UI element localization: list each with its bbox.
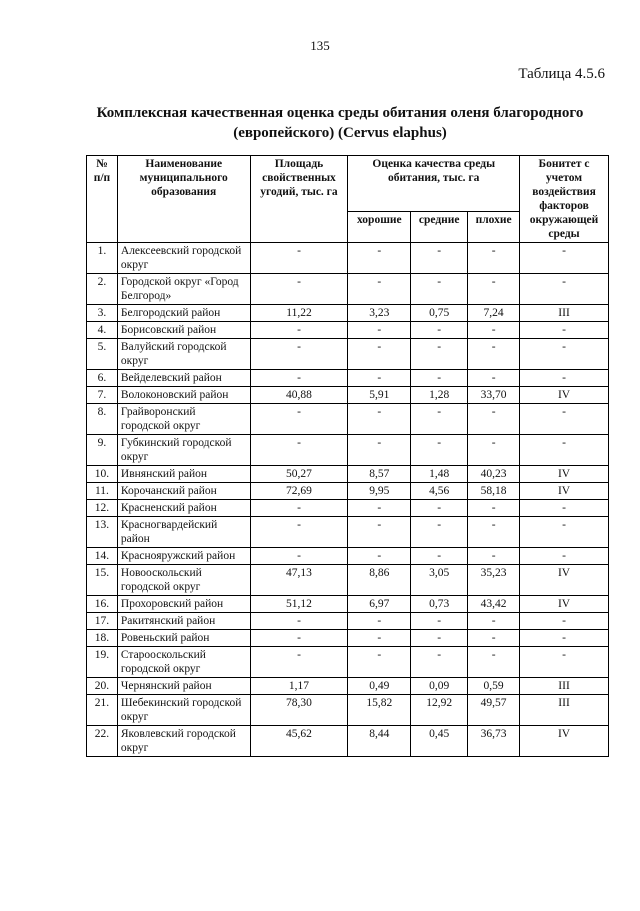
page-number: 135 — [310, 38, 330, 53]
header-quality: Оценка качества среды обитания, тыс. га — [348, 156, 520, 212]
table-row — [87, 483, 609, 500]
row-good: 8,86 — [348, 565, 411, 596]
row-good: 5,91 — [348, 387, 411, 404]
row-bad: 49,57 — [468, 695, 520, 726]
row-medium: 0,73 — [411, 596, 468, 613]
row-name: Грайворонский городской округ — [117, 404, 250, 435]
row-good: - — [348, 517, 411, 548]
row-bonitet: - — [520, 322, 609, 339]
row-good: - — [348, 630, 411, 647]
row-bad: 43,42 — [468, 596, 520, 613]
row-name: Красненский район — [117, 500, 250, 517]
row-num: 3. — [87, 305, 118, 322]
row-bonitet: IV — [520, 596, 609, 613]
row-area: - — [250, 613, 348, 630]
row-medium: 12,92 — [411, 695, 468, 726]
row-name: Белгородский район — [117, 305, 250, 322]
row-num: 16. — [87, 596, 118, 613]
row-area: - — [250, 274, 348, 305]
row-bad: - — [468, 404, 520, 435]
table-body — [87, 243, 609, 757]
row-name: Корочанский район — [117, 483, 250, 500]
header-good: хорошие — [348, 212, 411, 243]
row-area: - — [250, 339, 348, 370]
row-name: Прохоровский район — [117, 596, 250, 613]
row-medium: - — [411, 404, 468, 435]
row-num: 20. — [87, 678, 118, 695]
row-area: - — [250, 243, 348, 274]
row-bonitet: III — [520, 695, 609, 726]
row-good: 6,97 — [348, 596, 411, 613]
row-bad: 58,18 — [468, 483, 520, 500]
row-num: 14. — [87, 548, 118, 565]
header-area: Площадь свойственных угодий, тыс. га — [250, 156, 348, 243]
table-row — [87, 548, 609, 565]
row-bad: - — [468, 500, 520, 517]
row-medium: 0,09 — [411, 678, 468, 695]
row-num: 10. — [87, 466, 118, 483]
row-medium: - — [411, 274, 468, 305]
table-header — [87, 156, 609, 243]
row-num: 21. — [87, 695, 118, 726]
row-name: Ракитянский район — [117, 613, 250, 630]
row-medium: - — [411, 339, 468, 370]
row-num: 18. — [87, 630, 118, 647]
row-num: 22. — [87, 726, 118, 757]
row-bonitet: III — [520, 678, 609, 695]
row-bonitet: - — [520, 647, 609, 678]
row-name: Яковлевский городской округ — [117, 726, 250, 757]
row-area: - — [250, 548, 348, 565]
row-bad: 0,59 — [468, 678, 520, 695]
row-area: - — [250, 500, 348, 517]
header-medium: средние — [411, 212, 468, 243]
row-good: - — [348, 243, 411, 274]
row-medium: 0,75 — [411, 305, 468, 322]
row-good: - — [348, 548, 411, 565]
row-bad: - — [468, 517, 520, 548]
row-medium: - — [411, 370, 468, 387]
table-title: Комплексная качественная оценка среды обитания оленя благородного (европейского) (Cervus elaphus) — [96, 105, 584, 141]
row-name: Борисовский район — [117, 322, 250, 339]
row-good: 15,82 — [348, 695, 411, 726]
row-good: - — [348, 322, 411, 339]
table-row — [87, 565, 609, 596]
row-bad: 40,23 — [468, 466, 520, 483]
row-area: 51,12 — [250, 596, 348, 613]
row-num: 5. — [87, 339, 118, 370]
row-bonitet: - — [520, 548, 609, 565]
table-row — [87, 322, 609, 339]
row-num: 8. — [87, 404, 118, 435]
row-bonitet: - — [520, 517, 609, 548]
row-num: 13. — [87, 517, 118, 548]
row-bonitet: - — [520, 404, 609, 435]
row-num: 17. — [87, 613, 118, 630]
row-bad: - — [468, 339, 520, 370]
row-bad: - — [468, 647, 520, 678]
row-name: Шебекинский городской округ — [117, 695, 250, 726]
row-good: - — [348, 613, 411, 630]
table-row — [87, 695, 609, 726]
row-bonitet: IV — [520, 726, 609, 757]
row-name: Красногвардейский район — [117, 517, 250, 548]
table-row — [87, 678, 609, 695]
row-medium: - — [411, 630, 468, 647]
row-name: Новооскольский городской округ — [117, 565, 250, 596]
row-num: 19. — [87, 647, 118, 678]
row-name: Городской округ «Город Белгород» — [117, 274, 250, 305]
row-name: Губкинский городской округ — [117, 435, 250, 466]
row-area: 40,88 — [250, 387, 348, 404]
row-bonitet: IV — [520, 466, 609, 483]
table-row — [87, 596, 609, 613]
row-good: - — [348, 370, 411, 387]
row-bonitet: - — [520, 500, 609, 517]
row-area: - — [250, 630, 348, 647]
row-good: 8,57 — [348, 466, 411, 483]
row-name: Краснояружский район — [117, 548, 250, 565]
header-num: № п/п — [87, 156, 118, 243]
row-area: 45,62 — [250, 726, 348, 757]
table-row — [87, 630, 609, 647]
row-num: 2. — [87, 274, 118, 305]
row-medium: - — [411, 613, 468, 630]
row-medium: - — [411, 548, 468, 565]
row-medium: - — [411, 500, 468, 517]
row-area: 47,13 — [250, 565, 348, 596]
row-area: - — [250, 647, 348, 678]
row-bad: - — [468, 548, 520, 565]
row-area: 72,69 — [250, 483, 348, 500]
row-num: 7. — [87, 387, 118, 404]
row-area: - — [250, 370, 348, 387]
row-bonitet: III — [520, 305, 609, 322]
row-good: - — [348, 404, 411, 435]
row-bonitet: - — [520, 370, 609, 387]
table-row — [87, 339, 609, 370]
row-bad: - — [468, 613, 520, 630]
row-good: - — [348, 435, 411, 466]
row-name: Ровеньский район — [117, 630, 250, 647]
row-bonitet: IV — [520, 565, 609, 596]
row-medium: 1,48 — [411, 466, 468, 483]
row-num: 4. — [87, 322, 118, 339]
row-area: 50,27 — [250, 466, 348, 483]
row-area: - — [250, 435, 348, 466]
table-row — [87, 517, 609, 548]
row-name: Валуйский городской округ — [117, 339, 250, 370]
row-num: 9. — [87, 435, 118, 466]
row-area: - — [250, 404, 348, 435]
row-good: - — [348, 339, 411, 370]
data-table — [86, 155, 609, 757]
table-row — [87, 435, 609, 466]
table-row — [87, 466, 609, 483]
table-row — [87, 305, 609, 322]
row-bonitet: - — [520, 630, 609, 647]
row-name: Ивнянский район — [117, 466, 250, 483]
row-medium: - — [411, 647, 468, 678]
table-row — [87, 243, 609, 274]
table-row — [87, 370, 609, 387]
row-bad: - — [468, 370, 520, 387]
row-good: 0,49 — [348, 678, 411, 695]
row-medium: 1,28 — [411, 387, 468, 404]
row-name: Вейделевский район — [117, 370, 250, 387]
row-good: 8,44 — [348, 726, 411, 757]
table-row — [87, 726, 609, 757]
row-bad: - — [468, 274, 520, 305]
row-bad: - — [468, 630, 520, 647]
header-bonitet: Бонитет с учетом воздействия факторов окружающей среды — [520, 156, 609, 243]
row-bonitet: IV — [520, 387, 609, 404]
row-good: - — [348, 274, 411, 305]
table-row — [87, 613, 609, 630]
row-num: 12. — [87, 500, 118, 517]
row-bad: - — [468, 435, 520, 466]
table-label: Таблица 4.5.6 — [518, 66, 605, 82]
table-row — [87, 387, 609, 404]
row-name: Алексеевский городской округ — [117, 243, 250, 274]
row-medium: - — [411, 435, 468, 466]
row-num: 1. — [87, 243, 118, 274]
row-good: 3,23 — [348, 305, 411, 322]
table-row — [87, 274, 609, 305]
row-area: 11,22 — [250, 305, 348, 322]
row-num: 11. — [87, 483, 118, 500]
row-name: Волоконовский район — [117, 387, 250, 404]
row-good: - — [348, 647, 411, 678]
row-num: 15. — [87, 565, 118, 596]
row-medium: - — [411, 517, 468, 548]
row-medium: - — [411, 243, 468, 274]
table-row — [87, 404, 609, 435]
row-bonitet: - — [520, 435, 609, 466]
row-bonitet: - — [520, 274, 609, 305]
row-area: - — [250, 517, 348, 548]
row-medium: 3,05 — [411, 565, 468, 596]
row-bonitet: - — [520, 243, 609, 274]
row-area: 78,30 — [250, 695, 348, 726]
row-medium: - — [411, 322, 468, 339]
row-area: 1,17 — [250, 678, 348, 695]
row-bad: 35,23 — [468, 565, 520, 596]
header-name: Наименование муниципального образования — [117, 156, 250, 243]
row-bad: - — [468, 322, 520, 339]
row-bonitet: - — [520, 339, 609, 370]
row-bonitet: IV — [520, 483, 609, 500]
row-good: 9,95 — [348, 483, 411, 500]
row-area: - — [250, 322, 348, 339]
row-bonitet: - — [520, 613, 609, 630]
row-bad: 33,70 — [468, 387, 520, 404]
row-name: Старооскольский городской округ — [117, 647, 250, 678]
row-name: Чернянский район — [117, 678, 250, 695]
header-bad: плохие — [468, 212, 520, 243]
row-good: - — [348, 500, 411, 517]
row-medium: 4,56 — [411, 483, 468, 500]
row-medium: 0,45 — [411, 726, 468, 757]
row-bad: 7,24 — [468, 305, 520, 322]
table-row — [87, 500, 609, 517]
row-bad: - — [468, 243, 520, 274]
row-num: 6. — [87, 370, 118, 387]
row-bad: 36,73 — [468, 726, 520, 757]
table-row — [87, 647, 609, 678]
